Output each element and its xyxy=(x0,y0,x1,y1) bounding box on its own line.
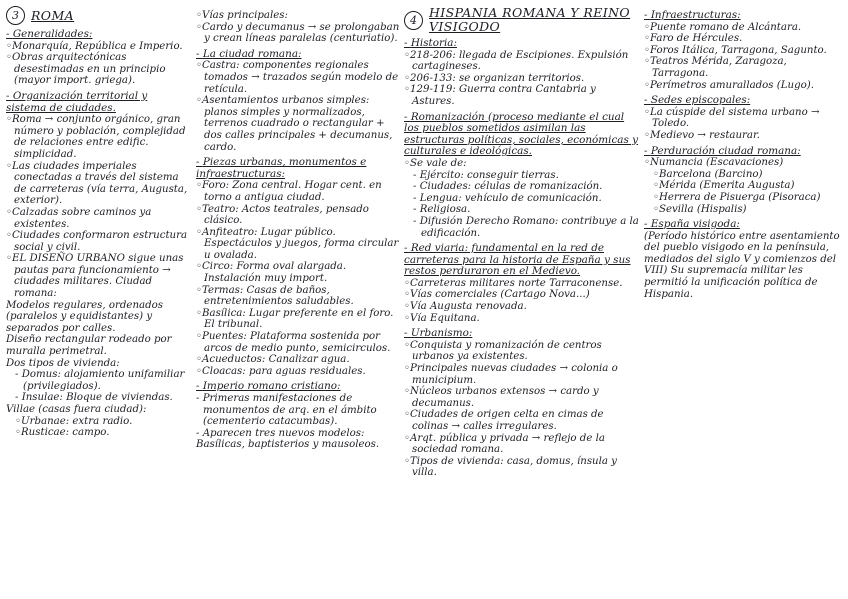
subsection-heading: - Historia: xyxy=(404,38,640,50)
note-item: - Ciudades: células de romanización. xyxy=(404,181,640,193)
note-item: ◦ Circo: Forma oval alargada. Instalación muy import. xyxy=(196,261,401,284)
note-item: - Lengua: vehículo de comunicación. xyxy=(404,193,640,205)
note-section xyxy=(644,219,844,300)
note-item: ◦ Monarquía, República e Imperio. xyxy=(6,41,189,53)
note-item: ◦ Cloacas: para aguas residuales. xyxy=(196,366,401,378)
section-number: 3 xyxy=(6,6,25,25)
note-item: ◦ Basílica: Lugar preferente en el foro. El tribunal. xyxy=(196,308,401,331)
note-item: ◦ Teatro: Actos teatrales, pensado clásico. xyxy=(196,204,401,227)
note-item: ◦ Castra: componentes regionales tomados → trazados según modelo de retícula. xyxy=(196,60,401,95)
note-item: ◦ Teatros Mérida, Zaragoza, Tarragona. xyxy=(644,56,844,79)
note-item: ◦ Ciudades conformaron estructura social y civil. xyxy=(6,230,189,253)
note-item: ◦ Foros Itálica, Tarragona, Sagunto. xyxy=(644,45,844,57)
note-section xyxy=(644,10,844,91)
note-section xyxy=(404,112,640,240)
note-item: ◦ 206-133: se organizan territorios. xyxy=(404,73,640,85)
note-item: ◦ Tipos de vivienda: casa, domus, ínsula y villa. xyxy=(404,456,640,479)
subsection-heading: - Infraestructuras: xyxy=(644,10,844,22)
note-item: ◦ Las ciudades imperiales conectadas a través del sistema de carreteras (vía terra, Augusta, exterior). xyxy=(6,161,189,207)
note-item: ◦ Numancia (Escavaciones) xyxy=(644,157,844,169)
note-item: ◦ Núcleos urbanos extensos → cardo y decumanus. xyxy=(404,386,640,409)
note-section xyxy=(404,38,640,108)
note-item: - Religiosa. xyxy=(404,204,640,216)
subsection-heading: - Piezas urbanas, monumentos e infraestructuras: xyxy=(196,157,401,180)
note-item: ◦ Conquista y romanización de centros urbanos ya existentes. xyxy=(404,340,640,363)
note-item: - Primeras manifestaciones de monumentos de arq. en el ámbito (cementerio catacumbas). xyxy=(196,393,401,428)
note-section xyxy=(196,157,401,377)
note-item: ◦ Cardo y decumanus → se prolongaban y crean líneas paralelas (centuriatio). xyxy=(196,22,401,45)
note-item: ◦ 129-119: Guerra contra Cantabria y Astures. xyxy=(404,84,640,107)
note-section xyxy=(404,243,640,324)
subsection-heading: - Organización territorial y sistema de ciudades. xyxy=(6,91,189,114)
section-header xyxy=(404,6,640,34)
column-hispania-continued xyxy=(644,6,844,300)
note-item: ◦ Se vale de: xyxy=(404,158,640,170)
subsection-heading: - Sedes episcopales: xyxy=(644,95,844,107)
subsection-heading: - España visigoda: xyxy=(644,219,844,231)
note-item: - Aparecen tres nuevos modelos: xyxy=(196,428,401,440)
note-item: ◦ Rusticae: campo. xyxy=(6,427,189,439)
note-item: - Domus: alojamiento unifamiliar (privilegiados). xyxy=(6,369,189,392)
note-item: - Ejército: conseguir tierras. xyxy=(404,170,640,182)
section-header xyxy=(6,6,189,25)
section-title: ROMA xyxy=(31,7,75,23)
note-item: ◦ Puente romano de Alcántara. xyxy=(644,22,844,34)
note-section xyxy=(6,91,189,439)
note-item: ◦ Vías comerciales (Cartago Nova...) xyxy=(404,289,640,301)
note-item: (Período histórico entre asentamiento del pueblo visigodo en la península, mediados del siglo V y comienzos del VIII) Su supremacía militar les permitió la unificación política de Hispania. xyxy=(644,230,840,300)
note-item: - Difusión Derecho Romano: contribuye a la edificación. xyxy=(404,216,640,239)
note-item: ◦ Carreteras militares norte Tarraconense. xyxy=(404,278,640,290)
note-item: ◦ Vía Augusta renovada. xyxy=(404,301,640,313)
column-roma-continued xyxy=(196,6,401,451)
subsection-heading: - Perduración ciudad romana: xyxy=(644,146,844,158)
note-item: ◦ Faro de Hércules. xyxy=(644,33,844,45)
note-item: ◦ 218-206: llegada de Escipiones. Expulsión cartagineses. xyxy=(404,50,640,73)
note-item: Villae (casas fuera ciudad): xyxy=(6,404,147,415)
subsection-heading: - Imperio romano cristiano: xyxy=(196,381,401,393)
note-item: ◦ Foro: Zona central. Hogar cent. en torno a antigua ciudad. xyxy=(196,180,401,203)
note-item: ◦ Calzadas sobre caminos ya existentes. xyxy=(6,207,189,230)
note-section xyxy=(196,381,401,451)
note-item: ◦ Vía Equitana. xyxy=(404,313,640,325)
note-item: ◦ EL DISEÑO URBANO sigue unas pautas para funcionamiento → ciudades militares. Ciudad romana: xyxy=(6,253,189,299)
note-item: ◦ Principales nuevas ciudades → colonia o municipium. xyxy=(404,363,640,386)
note-section xyxy=(196,49,401,153)
note-item: Modelos regulares, ordenados (paralelos y equidistantes) y separados por calles. xyxy=(6,299,163,334)
note-item: - Insulae: Bloque de viviendas. xyxy=(6,392,189,404)
note-item: Diseño rectangular rodeado por muralla perimetral. xyxy=(6,334,172,358)
subsection-heading: - Urbanismo: xyxy=(404,328,640,340)
subsection-heading: - La ciudad romana: xyxy=(196,49,401,61)
note-item: ◦ Herrera de Pisuerga (Pisoraca) xyxy=(644,192,844,204)
note-item: ◦ Roma → conjunto orgánico, gran número y población, complejidad de relaciones entre edific. simplicidad. xyxy=(6,114,189,160)
note-item: ◦ Ciudades de origen celta en cimas de colinas → calles irregulares. xyxy=(404,409,640,432)
note-section xyxy=(196,10,401,45)
column-roma xyxy=(6,6,189,439)
note-item: ◦ Termas: Casas de baños, entretenimientos saludables. xyxy=(196,285,401,308)
note-item: ◦ Obras arquitectónicas desestimadas en un principio (mayor import. griega). xyxy=(6,52,189,87)
note-item: ◦ Sevilla (Hispalis) xyxy=(644,204,844,216)
note-section xyxy=(6,29,189,87)
subsection-heading: - Romanización (proceso mediante el cual los pueblos sometidos asimilan las estructuras políticas, sociales, económicas y culturales e ideológicas. xyxy=(404,112,640,158)
note-item: ◦ Mérida (Emerita Augusta) xyxy=(644,180,844,192)
column-hispania xyxy=(404,6,640,479)
note-section xyxy=(404,328,640,479)
subsection-heading: - Red viaria: fundamental en la red de carreteras para la historia de España y sus restos perduraron en el Medievo. xyxy=(404,243,640,278)
note-item: ◦ Asentamientos urbanos simples: planos simples y normalizados, terrenos cuadrado o rectangular + dos calles principales + decumanus, cardo. xyxy=(196,95,401,153)
note-section xyxy=(644,146,844,216)
note-item: ◦ Arqt. pública y privada → reflejo de la sociedad romana. xyxy=(404,433,640,456)
subsection-heading: - Generalidades: xyxy=(6,29,189,41)
note-item: ◦ Urbanae: extra radio. xyxy=(6,416,189,428)
note-item: ◦ La cúspide del sistema urbano → Toledo. xyxy=(644,107,844,130)
note-item: ◦ Barcelona (Barcino) xyxy=(644,169,844,181)
note-item: ◦ Medievo → restaurar. xyxy=(644,130,844,142)
note-item: ◦ Vías principales: xyxy=(196,10,401,22)
section-number: 4 xyxy=(404,11,423,30)
note-item: ◦ Anfiteatro: Lugar público. Espectáculos y juegos, forma circular u ovalada. xyxy=(196,227,401,262)
note-item: ◦ Perímetros amurallados (Lugo). xyxy=(644,80,844,92)
note-item: Dos tipos de vivienda: xyxy=(6,357,120,369)
note-item: ◦ Acueductos: Canalizar agua. xyxy=(196,354,401,366)
section-title: HISPANIA ROMANA Y REINO VISIGODO xyxy=(429,5,631,34)
note-item: ◦ Puentes: Plataforma sostenida por arcos de medio punto, semicirculos. xyxy=(196,331,401,354)
note-item: Basílicas, baptisterios y mausoleos. xyxy=(196,439,380,451)
note-section xyxy=(644,95,844,141)
